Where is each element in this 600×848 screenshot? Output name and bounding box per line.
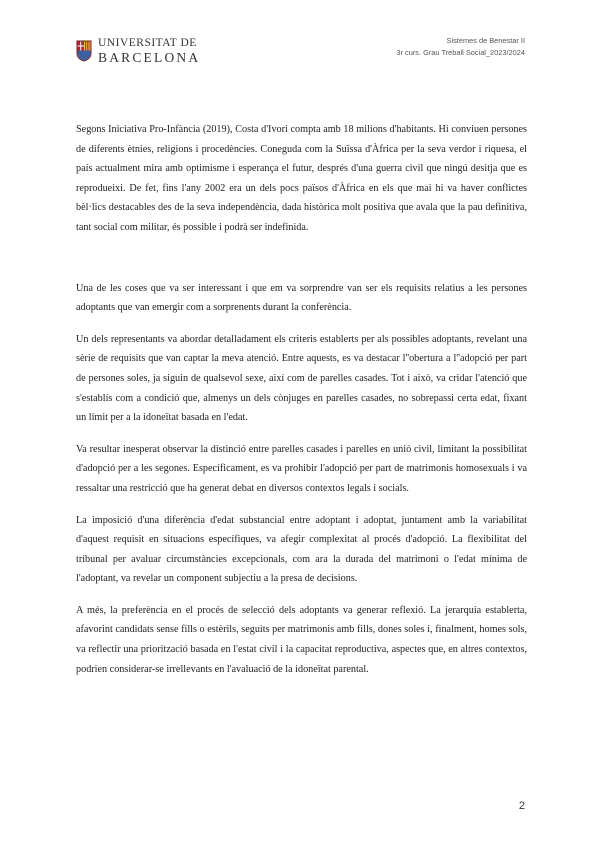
document-body [76,120,527,679]
paragraph-civil-union: Va resultar inesperat observar la distinció entre parelles casades i parelles en unió civil, limitant la possibilitat d'adopció per a les segones. Específicament, es va prohibir l'adopció per part de matrimonis homosexuals i va ressaltar una restricció que ha generat debat en diversos contextos legals i socials. [76,443,527,494]
paragraph-criteria: Un dels representants va abordar detalladament els criteris establerts per als possibles adoptants, revelant una sèrie de requisits que van captar la meva atenció. Entre aquests, es va destacar l''obertura a l''adopció per part de persones soles, ja siguin de qualsevol sexe, així com de parelles casades. Tot i això, va cridar l'atenció que s'establís com a condició que, almenys un dels cònjuges en parelles casades, no sobrepassi certa edat, fixant un límit per a la idoneïtat basada en l'edat. [76,333,527,424]
logo-line-2: BARCELONA [98,49,201,65]
page-number: 2 [518,800,525,812]
logo-line-1: UNIVERSITAT DE [98,37,197,49]
paragraph-age-difference: La imposició d'una diferència d'edat substancial entre adoptant i adoptat, juntament amb la variabilitat d'aquest requisit en situacions específiques, va afegir complexitat al procés d'adopció. La flexibilitat del tribunal per avaluar circumstàncies excepcionals, com ara la durada del matrimoni o l'edat mínima de l'adoptant, va revelar un component subjectiu a la presa de decisions. [76,514,527,585]
university-crest-icon [76,40,92,62]
university-logo [76,38,200,64]
paragraph-intro: Segons Iniciativa Pro-Infància (2019), Costa d'Ivori compta amb 18 milions d'habitants. Hi conviuen persones de diferents ètnies, religions i procedències. Coneguda com la Suïssa d'Àfrica per la seva verdor i riquesa, el país actualment mira amb optimisme i esperança el futur, després d'una guerra civil que ningú desitja que es reprodueixi. De fet, fins l'any 2002 era un dels pocs països d'Àfrica en els que mai hi va haver conflictes bèl·lics destacables des de la seva independència, dada històrica molt positiva que avala que la pau definitiva, tant social com militar, és possible i podrà ser indefinida. [76,124,527,233]
paragraph-requirements: Una de les coses que va ser interessant i que em va sorprendre van ser els requisits relatius a les persones adoptants que van emergir com a sorprenents durant la conferència. [76,282,527,314]
header-course: Sistemes de Benestar II [446,36,525,45]
header-details: 3r curs. Grau Treball Social_2023/2024 [396,48,525,57]
paragraph-preference: A més, la preferència en el procés de selecció dels adoptants va generar reflexió. La jerarquia establerta, afavorint candidats sense fills o estèrils, seguits per matrimonis amb fills, dones soles i, finalment, homes sols, va reflectir una priorització basada en l'estat civil i la capacitat reproductiva, aspectes que, en altres contextos, podrien considerar-se irrellevants en l'avaluació de la idoneïtat parental. [76,604,527,675]
page-header [396,35,525,59]
